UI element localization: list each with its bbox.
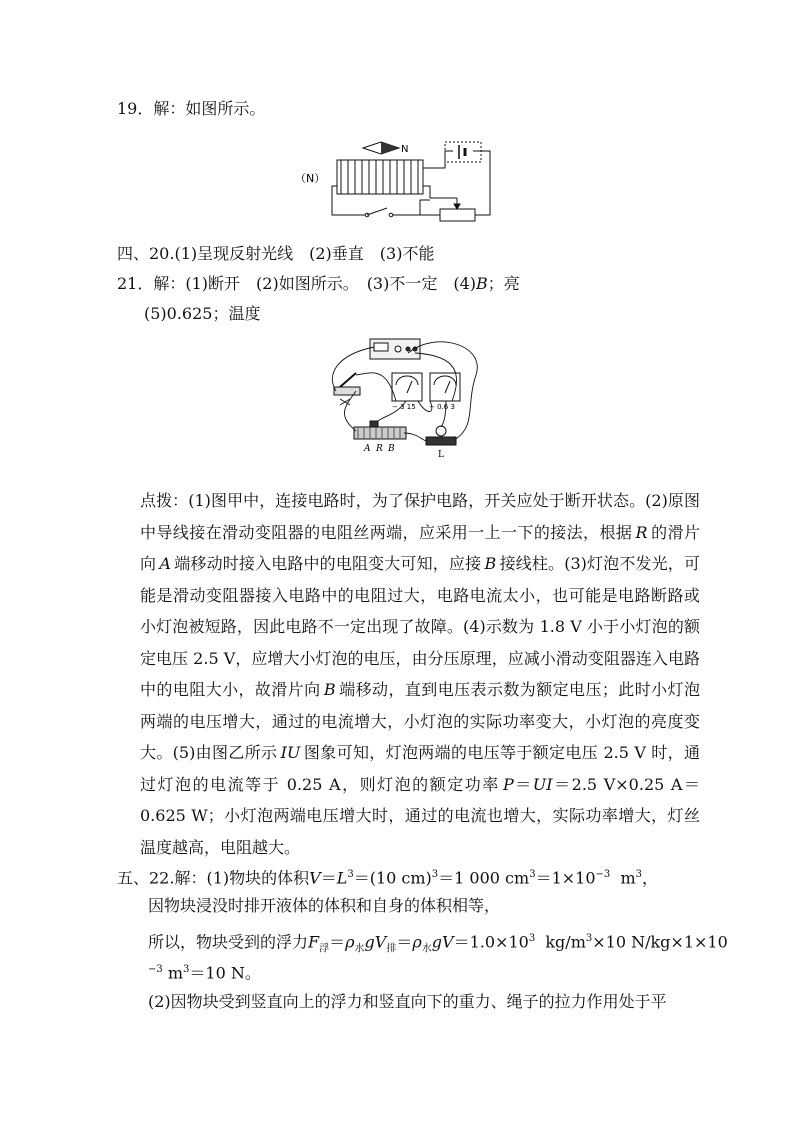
q21-line1: 21．解：(1)断开 (2)如图所示。 (3)不一定 (4)B；亮	[117, 274, 520, 293]
q20-text: 四、20.(1)呈现反射光线 (2)垂直 (3)不能	[117, 244, 435, 263]
q19-label-n: N	[401, 144, 409, 155]
q19-label-n-paren: （N）	[295, 172, 326, 185]
ammeter-icon	[430, 373, 460, 401]
knife-switch-icon	[334, 373, 360, 395]
rheostat-label-a: A	[364, 444, 371, 454]
q21-circuit-connection-diagram	[326, 335, 496, 460]
rheostat-label-r: R	[376, 444, 383, 454]
rheostat-label-b: B	[388, 444, 395, 454]
ammeter-scale: − 0.6 3	[429, 403, 455, 411]
q22-line1: 五、22.解：(1)物块的体积$V=L^3=(10$ cm)$^3$＝1 000 $cm^3=1\times 10^{-3}$ $m^3$，	[117, 868, 658, 888]
voltmeter-icon	[392, 373, 422, 401]
q22-line3: 所以，物块受到的浮力$F_浮=\rho_水gV_排=\rho_水gV=1.0\times 10^3$ $kg/m^3\times 10$ N/kg×1×10	[148, 932, 728, 955]
q19-solenoid-circuit-diagram	[295, 138, 515, 228]
solenoid-coil-icon	[337, 160, 423, 194]
q19-text: 19．解：如图所示。	[117, 99, 266, 118]
q22-line4: $^{-3}$ $m^3=10$ N。	[148, 963, 261, 983]
power-supply-icon	[370, 339, 420, 359]
voltmeter-scale: − 3 15	[392, 403, 416, 411]
lamp-icon	[426, 426, 456, 445]
q22-line5: (2)因物块受到竖直向上的浮力和竖直向下的重力、绳子的拉力作用处于平	[148, 992, 667, 1011]
battery-box	[445, 142, 481, 162]
battery-icon	[459, 145, 465, 159]
switch-icon	[365, 208, 393, 217]
rheostat-icon	[430, 198, 475, 221]
q22-line2: 因物块浸没时排开液体的体积和自身的体积相等，	[148, 896, 501, 915]
lamp-label-l: L	[438, 450, 444, 460]
q21-explanation: 点拨：(1)图甲中，连接电路时，为了保护电路，开关应处于断开状态。(2)原图中导线接在滑动变阻器的电阻丝两端，应采用一上一下的接法，根据 R 的滑片向 A 端移动时接入电路中的电阻变大可知，应接 B 接线柱。(3)灯泡不发光，可能是滑动变阻器接入电路中的电阻过大，电路电流太小，也可能是电路断路或小灯泡被短路，因此电路不一定出现了故障。(4)示数为 1.8 V 小于小灯泡的额定电压 2.5 V，应增大小灯泡的电压，由分压原理，应减小滑动变阻器连入电路中的电阻大小，故滑片向 B 端移动，直到电压表示数为额定电压；此时小灯泡两端的电压增大，通过的电流增大，小灯泡的实际功率变大，小灯泡的亮度变大。(5)由图乙所示 IU 图象可知，灯泡两端的电压等于额定电压 2.5 V 时，通过灯泡的电流等于 0.25 A，则灯泡的额定功率 P＝UI＝2.5 V×0.25 A＝0.625 W；小灯泡两端电压增大时，通过的电流也增大，实际功率增大，灯丝温度越高，电阻越大。	[140, 491, 700, 857]
q21-line2: (5)0.625；温度	[144, 304, 261, 323]
rheostat-icon	[354, 421, 406, 439]
